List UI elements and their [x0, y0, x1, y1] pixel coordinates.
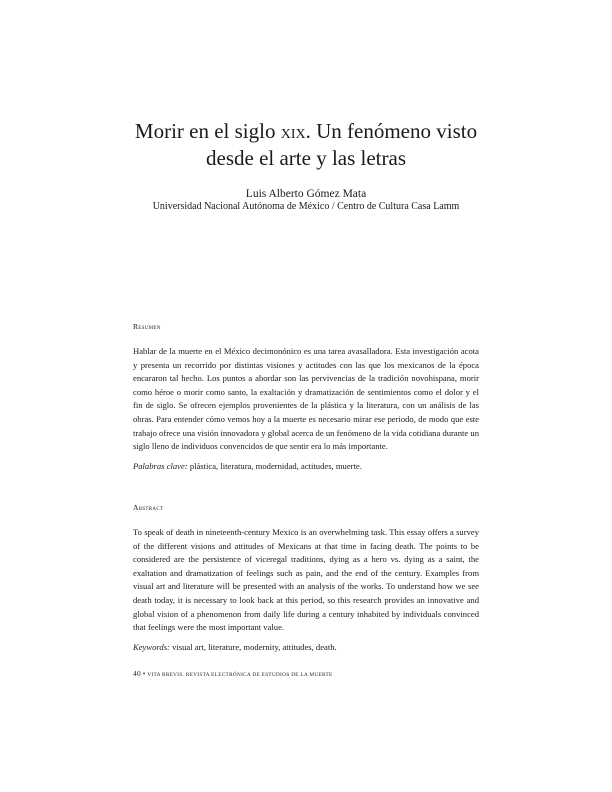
title-text-end: . Un fenómeno visto [305, 119, 478, 143]
title-text-start: Morir en el siglo [134, 119, 281, 143]
author-affiliation: Universidad Nacional Autónoma de México / Centro de Cultura Casa Lamm [152, 201, 460, 212]
abstract-keywords-list: visual art, literature, modernity, attitudes, death. [172, 642, 337, 652]
title-second-line: desde el arte y las letras [206, 146, 406, 170]
resumen-keywords-list: plástica, literatura, modernidad, actitudes, muerte. [189, 461, 362, 471]
resumen-keywords [133, 460, 479, 473]
abstract-keywords-label: Keywords: [133, 642, 170, 652]
resumen-keywords-label: Palabras clave: [133, 461, 188, 471]
page-footer [133, 669, 333, 678]
footer-separator: • [142, 671, 146, 678]
publication-name: VITA BREVIS. REVISTA ELECTRÓNICA DE ESTUDIOS DE LA MUERTE [147, 672, 333, 678]
abstract-body: To speak of death in nineteenth-century Mexico is an overwhelming task. This essay offers a survey of the different visions and attitudes of Mexicans at that time in facing death. The points to be considered are the persistence of viceregal traditions, dying as a hero vs. dying as a saint, the exaltation and dramatization of feelings such as pain, and the end of the century. Examples from visual art and literature will be presented with an analysis of the works. To understand how we see death today, it is necessary to look back at this period, so this research provides an innovative and global vision of a phenomenon from daily life during a century inhabited by individuals convinced that feelings were the most important value. [133, 527, 479, 633]
abstract-keywords [133, 641, 479, 654]
title-century: xix [280, 121, 306, 143]
abstract-heading: Abstract [133, 503, 164, 512]
author-name: Luis Alberto Gómez Mata [245, 188, 367, 200]
resumen-heading: Resumen [133, 322, 161, 331]
article-title [120, 118, 492, 171]
page-number: 40 [133, 669, 141, 678]
resumen-body: Hablar de la muerte en el México decimonónico es una tarea avasalladora. Esta investigación acota y presenta un recorrido por distintas visiones y actitudes con las que los mexicanos de la época encararon tal hecho. Los puntos a abordar son las pervivencias de la tradición novohispana, morir como héroe o morir como santo, la exaltación y dramatización de sentimientos como el dolor y el fin de siglo. Se ofrecen ejemplos provenientes de la plástica y la literatura, con un análisis de las obras. Para entender cómo vemos hoy a la muerte es necesario mirar ese periodo, de modo que este trabajo ofrece una visión innovadora y global acerca de un fenómeno de la vida cotidiana durante un siglo lleno de individuos convencidos de que sentir era lo más importante. [133, 346, 479, 452]
